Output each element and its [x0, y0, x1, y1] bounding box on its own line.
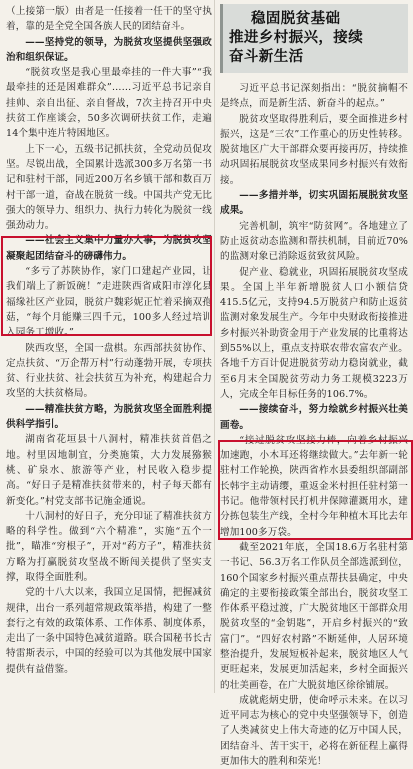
closing-paragraph: 成就彪炳史册，使命呼示未来。在以习近平同志为核心的党中央坚强领导下，创造了人类减贫史上伟大奇迹的亿万中国人民，团结奋斗、苦干实干，必将在新征程上赢得更加伟大的胜利和荣光！ — [220, 694, 408, 768]
section-heading-rural-revitalization: ——接续奋斗，努力绘就乡村振兴壮美画卷。 — [220, 404, 408, 431]
body-paragraph: 十八洞村的好日子，充分印证了精准扶贫方略的科学性。做到“六个精准”，实施“五个一批”，瞄准“穷根子”，开对“药方子”，精准扶贫方略为打赢脱贫攻坚战不断闯关提供了坚实支撑，取得全面胜利。 — [6, 510, 212, 583]
section-heading-socialism-unity: ——社会主义集中力量办大事，为脱贫攻坚凝聚起团结奋斗的磅礴伟力。 — [6, 235, 212, 262]
body-paragraph: “脱贫攻坚是我心里最牵挂的一件大事”“我最牵挂的还是困难群众”……习近平总书记亲自挂帅、亲自出征、亲自督战，7次主持召开中央扶贫工作座谈会，50多次调研扶贫工作，走遍14个集中连片特困地区。 — [6, 67, 212, 140]
body-paragraph: 截至2021年底，全国18.6万名驻村第一书记、56.3万名工作队员全部选派到位，160个国家乡村振兴重点帮扶县确定，中央确定的主要衔接政策全部出台，脱贫攻坚工作体系平稳过渡，广大脱贫地区干部群众用脱贫攻坚的“金钥匙”，开启乡村振兴的“致富门”。“四好农村路”不断延伸，人居环境整治提升，发展短板补起来，脱贫地区人气更旺起来，发展更加活起来，乡村全面振兴的壮美画卷，在广大脱贫地区徐徐铺展。 — [220, 541, 408, 691]
right-column — [220, 4, 408, 769]
highlight-box-right — [218, 440, 413, 540]
body-paragraph: 上下一心，五级书记抓扶贫，全党动员促攻坚。尽锐出战，全国累计选派300多万名第一书记和驻村干部，同近200万名乡镇干部和数百万村干部一道，奋战在脱贫一线。中国共产党无比强大的领导力、组织力、执行力转化为脱贫一线强劲动力。 — [6, 143, 212, 232]
section-heading-targeted-poverty: ——精准扶贫方略，为脱贫攻坚全面胜利提供科学指引。 — [6, 403, 212, 431]
body-paragraph: 党的十八大以来，我国立足国情，把握减贫规律，出台一系列超常规政策举措，构建了一整套行之有效的政策体系、工作体系、制度体系，走出了一条中国特色减贫道路。联合国秘书长古特雷斯表示，中国的经验可以为其他发展中国家提供有益借鉴。 — [6, 587, 212, 675]
headline-line: 稳固脱贫基础 — [251, 11, 341, 27]
column-divider — [214, 0, 215, 693]
body-paragraph-quote-weicaini: “多亏了苏陕协作，家门口建起产业园，让我们端上了新饭碗！”走进陕西省咸阳市淳化县福缘社区产业园，脱贫户魏彩妮正忙着采摘双孢菇，“每个月能赚三四千元，100多人经过培训入园务工增收。” — [6, 266, 212, 339]
body-paragraph: 脱贫攻坚取得胜利后，要全面推进乡村振兴，这是“三农”工作重心的历史性转移。脱贫地区广大干部群众要再接再厉，持续推动巩固拓展脱贫攻坚成果同乡村振兴有效衔接。 — [220, 113, 408, 186]
left-column — [6, 4, 212, 677]
body-paragraph: 陕西攻坚，全国一盘棋。东西部扶贫协作、定点扶贫、“万企帮万村”行动蓬勃开展，专项扶贫、行业扶贫、社会扶贫互为补充，构建起合力攻坚的大扶贫格局。 — [6, 342, 212, 400]
body-paragraph: 习近平总书记深刻指出：“脱贫摘帽不是终点，而是新生活、新奋斗的起点。” — [220, 83, 408, 110]
section-heading-party-leadership: ——坚持党的领导，为脱贫攻坚提供坚强政治和组织保证。 — [6, 36, 212, 63]
section-headline — [220, 4, 408, 73]
section-heading-consolidate: ——多措并举，切实巩固拓展脱贫攻坚成果。 — [220, 190, 408, 217]
headline-line: 奋斗新生活 — [229, 49, 304, 65]
headline-line: 推进乡村振兴，接续 — [229, 30, 364, 46]
body-paragraph-shibadong-village: 湖南省花垣县十八洞村，精准扶贫首倡之地。村里因地制宜，分类施策，大力发展猕猴桃、矿泉水、旅游等产业，村民收入稳步提高。“好日子是精准扶贫带来的，村子每天都有新变化。”村党支部书记施金通说。 — [6, 434, 212, 507]
highlight-box-left — [1, 236, 212, 336]
body-paragraph: 完善机制，筑牢“防贫网”。各地建立了防止返贫动态监测和帮扶机制，目前近70%的监测对象已消除返贫致贫风险。 — [220, 220, 408, 263]
body-paragraph-jinmi-village: “接过脱贫攻坚接力棒，向着乡村振兴加速跑，小木耳还将继续做大。”去年新一轮驻村工作轮换，陕西省柞水县委组织部副部长韩宇主动请缨，重返金米村担任驻村第一书记。他带领村民打机井保障灌溉用水，建分拣包装生产线，全村今年种植木耳比去年增加100多万袋。 — [220, 434, 408, 538]
continuation-paragraph: （上接第一版）由者是一任接着一任干的坚守执着，靠的是全党全国各族人民的团结奋斗。 — [6, 6, 212, 33]
body-paragraph: 促产业、稳就业，巩固拓展脱贫攻坚成果。全国上半年新增脱贫人口小额信贷415.5亿元，支持94.5万脱贫户和防止返贫监测对象发展生产。今年中央财政衔接推进乡村振兴补助资金用于产业发展的比重将达到55%以上，重点支持联农带农富农产业。各地千方百计促进脱贫劳动力稳岗就业，截至6月末全国脱贫劳动力务工规模3223万人，完成全年目标任务的106.7%。 — [220, 266, 408, 400]
